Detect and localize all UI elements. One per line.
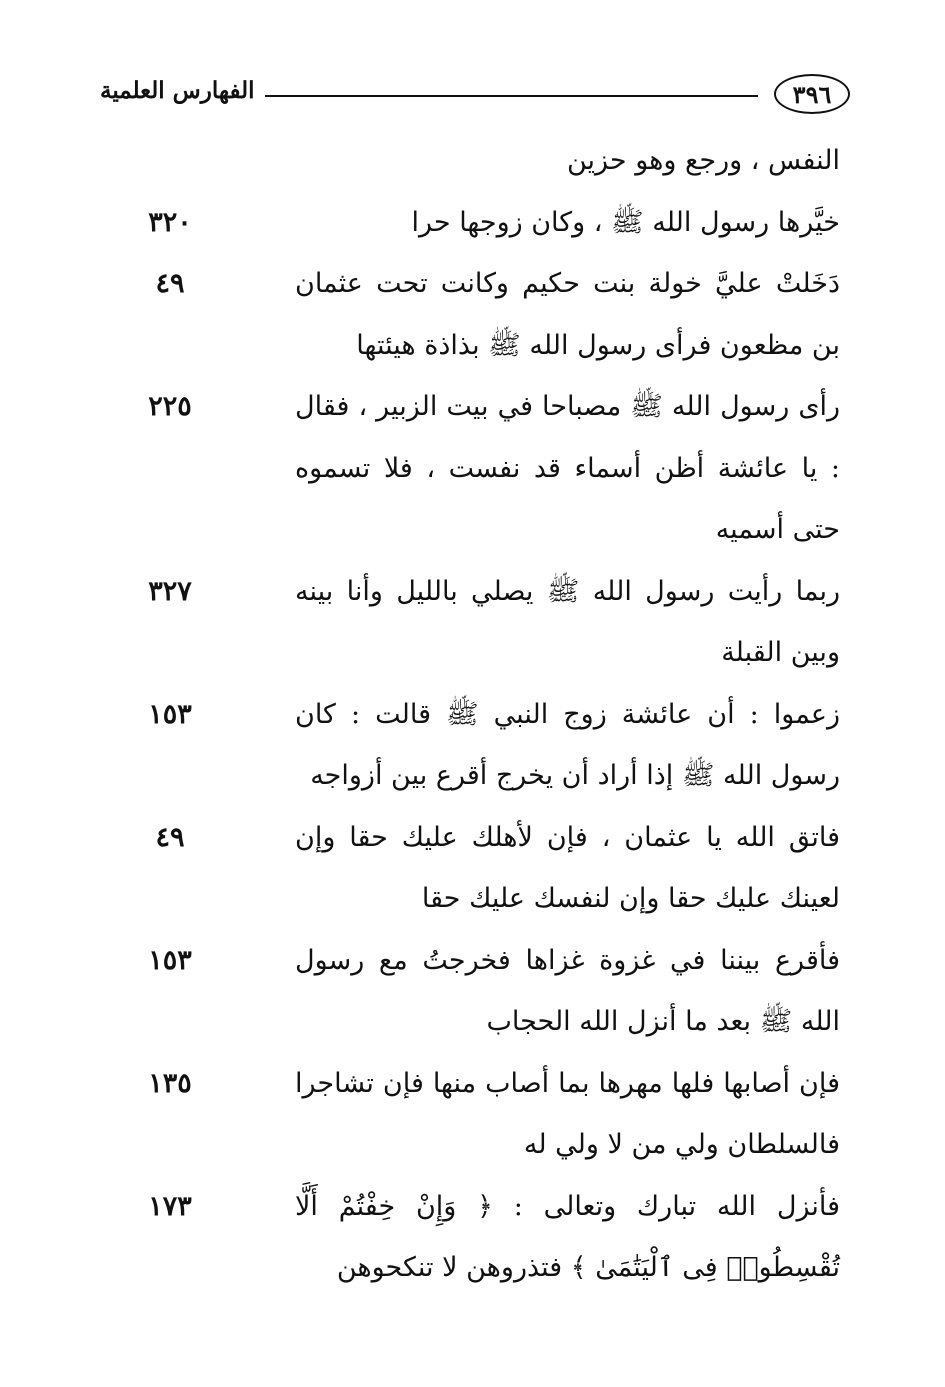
entry-page-number: ١٥٣ <box>148 698 192 730</box>
index-entry <box>120 561 840 684</box>
section-title: الفهارس العلمية <box>100 77 255 104</box>
index-entry <box>120 130 840 192</box>
entry-page-number: ٣٢٠ <box>148 206 192 238</box>
entry-page-number: ١٣٥ <box>148 1067 192 1099</box>
entry-page-number: ٤٩ <box>155 821 185 853</box>
entry-text: خيَّرها رسول الله ﷺ ، وكان زوجها حرا <box>411 206 840 238</box>
entry-text: النفس ، ورجع وهو حزين <box>566 145 840 176</box>
entry-text: رأى رسول الله ﷺ مصباحا في بيت الزبير ، فقال : يا عائشة أظن أسماء قد نفست ، فلا تسموه حتى أسميه <box>295 391 840 545</box>
header-rule <box>265 95 758 97</box>
index-entry <box>120 684 840 807</box>
page-number: ٣٩٦ <box>774 74 850 114</box>
index-entry <box>120 192 840 254</box>
entry-text: فاتق الله يا عثمان ، فإن لأهلك عليك حقا وإن لعينك عليك حقا وإن لنفسك عليك حقا <box>295 821 840 914</box>
entry-text: فإن أصابها فلها مهرها بما أصاب منها فإن تشاجرا فالسلطان ولي من لا ولي له <box>295 1067 840 1160</box>
index-entry <box>120 807 840 930</box>
index-entry <box>120 253 840 376</box>
entry-page-number: ٢٢٥ <box>148 391 192 422</box>
index-entry <box>120 1176 840 1299</box>
index-entry <box>120 376 840 561</box>
entry-text: دَخَلتْ عليَّ خولة بنت حكيم وكانت تحت عثمان بن مظعون فرأى رسول الله ﷺ بذاذة هيئتها <box>295 268 840 361</box>
running-header <box>100 72 850 122</box>
entry-page-number: ١٧٣ <box>148 1190 192 1222</box>
entry-text: فأقرع بيننا في غزوة غزاها فخرجتُ مع رسول الله ﷺ بعد ما أنزل الله الحجاب <box>295 944 840 1037</box>
index-entries <box>120 130 840 1299</box>
index-entry <box>120 930 840 1053</box>
entry-page-number: ١٥٣ <box>148 944 192 976</box>
entry-text: زعموا : أن عائشة زوج النبي ﷺ قالت : كان رسول الله ﷺ إذا أراد أن يخرج أقرع بين أزواجه <box>295 698 840 791</box>
index-entry <box>120 1053 840 1176</box>
entry-text: ربما رأيت رسول الله ﷺ يصلي بالليل وأنا بينه وبين القبلة <box>295 575 840 668</box>
entry-text: فأنزل الله تبارك وتعالى : ﴿ وَإِنْ خِفْتُمْ أَلَّا تُقْسِطُوا۟ فِى ٱلْيَتَٰمَىٰ ﴾ فتذروهن لا تنكحوهن <box>295 1190 840 1283</box>
entry-page-number: ٣٢٧ <box>148 575 192 607</box>
entry-page-number: ٤٩ <box>155 268 185 299</box>
